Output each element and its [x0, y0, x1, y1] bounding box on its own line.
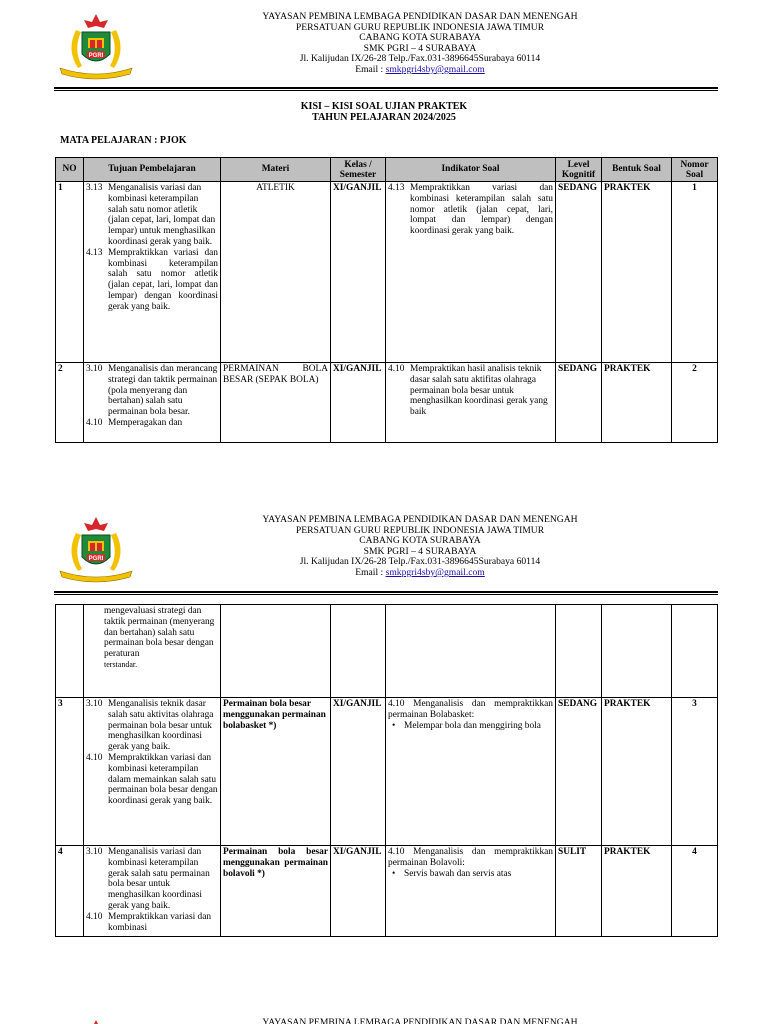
header-indikator: Indikator Soal — [386, 158, 556, 182]
row-materi — [221, 605, 331, 698]
row-nomor: 3 — [672, 698, 718, 846]
row-no — [56, 605, 84, 698]
letterhead-1 — [0, 0, 768, 80]
row-materi: ATLETIK — [221, 182, 331, 363]
row-no: 4 — [56, 846, 84, 937]
pgri-logo — [56, 1016, 136, 1024]
letterhead-2 — [0, 503, 768, 583]
pgri-logo — [56, 10, 136, 82]
row-no: 1 — [56, 182, 84, 363]
row-tujuan: 3.10 Menganalisis variasi dan kombinasi keterampilan gerak salah satu permainan bola besar untuk menghasilkan koordinasi gerak yang baik. 4.10 Mempraktikkan variasi dan kombinasi — [84, 846, 221, 937]
row-indikator: 4.10 Menganalisis dan mempraktikkan permainan Bolavoli: • Servis bawah dan servis atas — [386, 846, 556, 937]
row-kelas: XI/GANJIL — [331, 698, 386, 846]
email-line: Email : smkpgri4sby@gmail.com — [355, 566, 485, 578]
email-link[interactable]: smkpgri4sby@gmail.com — [385, 63, 485, 75]
row-level: SEDANG — [556, 363, 602, 443]
row-materi: Permainan bola besar menggunakan permainan bolabasket *) — [221, 698, 331, 846]
header-materi: Materi — [221, 158, 331, 182]
org-line-3: CABANG KOTA SURABAYA — [359, 32, 481, 44]
row-nomor — [672, 605, 718, 698]
org-line-1: YAYASAN PEMBINA LEMBAGA PENDIDIKAN DASAR DAN MENENGAH — [262, 11, 578, 22]
row-kelas: XI/GANJIL — [331, 846, 386, 937]
row-indikator: 4.13 Mempraktikkan variasi dan kombinasi keterampilan salah satu nomor atletik (jalan cepat, lari, lompat dan lempar) dengan koordinasi gerak yang baik. — [386, 182, 556, 363]
row-nomor: 4 — [672, 846, 718, 937]
pgri-logo — [56, 513, 136, 585]
header-kelas: Kelas / Semester — [331, 158, 386, 182]
letterhead-rule-thin — [54, 90, 718, 91]
row-level: SEDANG — [556, 182, 602, 363]
table-row — [56, 698, 718, 846]
document-title — [0, 101, 768, 123]
row-materi: PERMAINAN BOLA BESAR (SEPAK BOLA) — [221, 363, 331, 443]
letterhead-text — [200, 12, 640, 76]
row-indikator: 4.10 Menganalisis dan mempraktikkan permainan Bolabasket: • Melempar bola dan menggiring bola — [386, 698, 556, 846]
svg-text:PGRI: PGRI — [88, 53, 104, 59]
school-address: Jl. Kalijudan IX/26-28 Telp./Fax.031-3896645Surabaya 60114 — [299, 556, 541, 568]
row-nomor: 1 — [672, 182, 718, 363]
school-name: SMK PGRI – 4 SURABAYA — [363, 42, 477, 54]
org-line-1: YAYASAN PEMBINA LEMBAGA PENDIDIKAN DASAR DAN MENENGAH — [262, 514, 578, 525]
row-tujuan: 3.10 Menganalisis teknik dasar salah satu aktivitas olahraga permainan bola besar untuk menghasilkan koordinasi gerak yang baik. 4.10 Mempraktikkan variasi dan kombinasi keterampilan dalam memainkan salah satu permainan bola besar dengan koordinasi gerak yang baik. — [84, 698, 221, 846]
letterhead-text — [200, 1018, 640, 1024]
email-link[interactable]: smkpgri4sby@gmail.com — [385, 566, 485, 578]
row-indikator — [386, 605, 556, 698]
header-bentuk: Bentuk Soal — [602, 158, 672, 182]
org-line-2: PERSATUAN GURU REPUBLIK INDONESIA JAWA TIMUR — [295, 524, 545, 536]
title-line-2: TAHUN PELAJARAN 2024/2025 — [312, 112, 456, 123]
row-materi: Permainan bola besar menggunakan permainan bolavoli *) — [221, 846, 331, 937]
row-no: 2 — [56, 363, 84, 443]
school-name: SMK PGRI – 4 SURABAYA — [363, 545, 477, 557]
header-nomor: Nomor Soal — [672, 158, 718, 182]
row-nomor: 2 — [672, 363, 718, 443]
letterhead-rule — [54, 87, 718, 89]
row-bentuk: PRAKTEK — [602, 698, 672, 846]
row-tujuan: mengevaluasi strategi dan taktik permainan (menyerang dan bertahan) salah satu permainan bola besar dengan peraturan terstandar. — [84, 605, 221, 698]
row-level: SEDANG — [556, 698, 602, 846]
row-bentuk — [602, 605, 672, 698]
row-bentuk: PRAKTEK — [602, 846, 672, 937]
letterhead-text — [200, 515, 640, 579]
table-row — [56, 182, 718, 363]
org-line-2: PERSATUAN GURU REPUBLIK INDONESIA JAWA TIMUR — [295, 21, 545, 33]
header-level: Level Kognitif — [556, 158, 602, 182]
table-header-row — [56, 158, 718, 182]
row-tujuan: 3.10 Menganalisis dan merancang strategi dan taktik permainan (pola menyerang dan bertahan) salah satu permainan bola besar. 4.10 Memperagakan dan — [84, 363, 221, 443]
letterhead-rule-thin — [54, 594, 718, 595]
org-line-1: YAYASAN PEMBINA LEMBAGA PENDIDIKAN DASAR DAN MENENGAH — [262, 1017, 578, 1024]
kisi-table-2 — [55, 604, 718, 937]
letterhead-rule — [54, 591, 718, 593]
subject-label: MATA PELAJARAN : PJOK — [60, 135, 187, 146]
school-address: Jl. Kalijudan IX/26-28 Telp./Fax.031-3896645Surabaya 60114 — [299, 53, 541, 65]
table-row — [56, 846, 718, 937]
kisi-table-1 — [55, 157, 718, 443]
row-kelas: XI/GANJIL — [331, 182, 386, 363]
title-line-1: KISI – KISI SOAL UJIAN PRAKTEK — [300, 101, 468, 112]
org-line-3: CABANG KOTA SURABAYA — [359, 535, 481, 547]
header-no: NO — [56, 158, 84, 182]
email-line: Email : smkpgri4sby@gmail.com — [355, 63, 485, 75]
row-indikator: 4.10 Mempraktikan hasil analisis teknik dasar salah satu aktifitas olahraga permainan bola besar untuk menghasilkan koordinasi gerak yang baik — [386, 363, 556, 443]
letterhead-3 — [0, 1006, 768, 1024]
row-bentuk: PRAKTEK — [602, 363, 672, 443]
row-no: 3 — [56, 698, 84, 846]
row-tujuan: 3.13 Menganalisis variasi dan kombinasi keterampilan salah satu nomor atletik (jalan cepat, lari, lompat dan lempar) untuk menghasilkan koordinasi gerak yang baik. 4.13 Mempraktikkan variasi dan kombinasi keterampilan salah satu nomor atletik (jalan cepat, lari, lompat dan lempar) dengan koordinasi gerak yang baik. — [84, 182, 221, 363]
row-level: SULIT — [556, 846, 602, 937]
header-tujuan: Tujuan Pembelajaran — [84, 158, 221, 182]
row-bentuk: PRAKTEK — [602, 182, 672, 363]
row-kelas — [331, 605, 386, 698]
svg-text:PGRI: PGRI — [88, 556, 104, 562]
row-kelas: XI/GANJIL — [331, 363, 386, 443]
table-row — [56, 363, 718, 443]
row-level — [556, 605, 602, 698]
table-row-continued — [56, 605, 718, 698]
